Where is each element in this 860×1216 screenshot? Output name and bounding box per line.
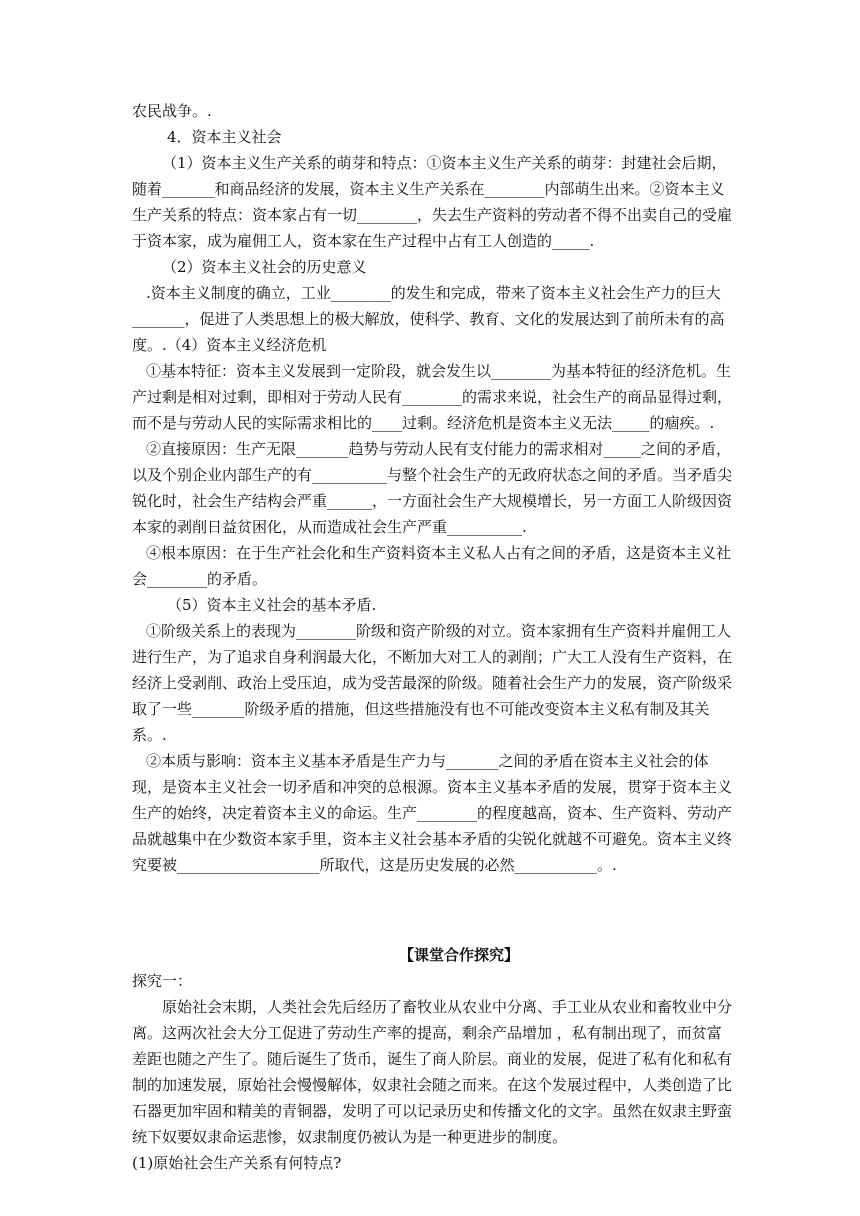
paragraph-capitalist-relations: （1）资本主义生产关系的萌芽和特点：①资本主义生产关系的萌芽：封建社会后期，随着_______和商品经济的发展，资本主义生产关系在________内部萌生出来。②资本主义生产关系的特点：资本家占有一切________，失去生产资料的劳动者不得不出卖自己的受雇于资本家，成为雇佣工人，资本家在生产过程中占有工人创造的_____. [132,154,733,250]
spacer [132,878,732,942]
paragraph-class-relations: ①阶级关系上的表现为________阶级和资产阶级的对立。资本家拥有生产资料并雇佣工人进行生产，为了追求自身利润最大化，不断加大对工人的剥削；广大工人没有生产资料，在经济上受剥削、政治上受压迫，成为受苦最深的阶级。随着社会生产力的发展，资产阶级采取了一些_______阶级矛盾的措施，但这些措施没有也不可能改变资本主义私有制及其关系。. [132,622,733,744]
paragraph-crisis-root-cause: ④根本原因：在于生产社会化和生产资料资本主义私人占有之间的矛盾，这是资本主义社会________的矛盾。 [132,544,732,588]
document-body [132,98,732,1176]
heading-capitalist-society: 4．资本主义社会 [167,128,282,146]
explore-text: 原始社会末期，人类社会先后经历了畜牧业从农业中分离、手工业从农业和畜牧业中分离。这两次社会大分工促进了劳动生产率的提高，剩余产品增加 ，私有制出现了，而贫富差距也随之产生了。随后诞生了货币，诞生了商人阶层。商业的发展，促进了私有化和私有制的加速发展，原始社会慢慢解体，奴隶社会随之而来。在这个发展过程中，人类创造了比石器更加牢固和精美的青铜器，发明了可以记录历史和传播文化的文字。虽然在奴隶主野蛮统下奴要奴隶命运悲惨，奴隶制度仍被认为是一种更进步的制度。 [132,998,733,1146]
paragraph-crisis-direct-cause: ②直接原因：生产无限_______趋势与劳动人民有支付能力的需求相对_____之间的矛盾，以及个别企业内部生产的有__________与整个社会生产的无政府状态之间的矛盾。当矛盾尖锐化时，社会生产结构会严重______，一方面社会生产大规模增长，另一方面工人阶级因资本家的剥削日益贫困化，从而造成社会生产严重__________. [132,440,733,536]
section-title-text: 【课堂合作探究】 [398,946,519,964]
paragraph-essence-influence: ②本质与影响：资本主义基本矛盾是生产力与_______之间的矛盾在资本主义社会的体现，是资本主义社会一切矛盾和冲突的总根源。资本主义基本矛盾的发展，贯穿于资本主义生产的始终，决定着资本主义的命运。生产________的程度越高，资本、生产资料、劳动产品就越集中在少数资本家手里，资本主义社会基本矛盾的尖锐化就越不可避免。资本主义终究要被___________________所取代，这是历史发展的必然___________。. [132,752,733,874]
explore-label: 探究一： [132,972,193,990]
heading-basic-contradiction: （5）资本主义社会的基本矛盾. [167,596,377,614]
paragraph-crisis-features: ①基本特征：资本主义发展到一定阶段，就会发生以________为基本特征的经济危机。生产过剩是相对过剩，即相对于劳动人民有________的需求来说，社会生产的商品显得过剩，而不是与劳动人民的实际需求相比的____过剩。经济危机是资本主义无法_____的痼疾。. [132,362,733,432]
heading-historical-significance: （2）资本主义社会的历史意义 [162,258,367,276]
paragraph-peasant-war: 农民战争。. [132,102,212,120]
paragraph-historical-significance: .资本主义制度的确立，工业________的发生和完成，带来了资本主义社会生产力的巨大_______，促进了人类思想上的极大解放，使科学、教育、文化的发展达到了前所未有的高度。.（4）资本主义经济危机 [132,284,725,354]
section-title [132,942,732,968]
question-1: (1)原始社会生产关系有何特点? [132,1154,342,1172]
